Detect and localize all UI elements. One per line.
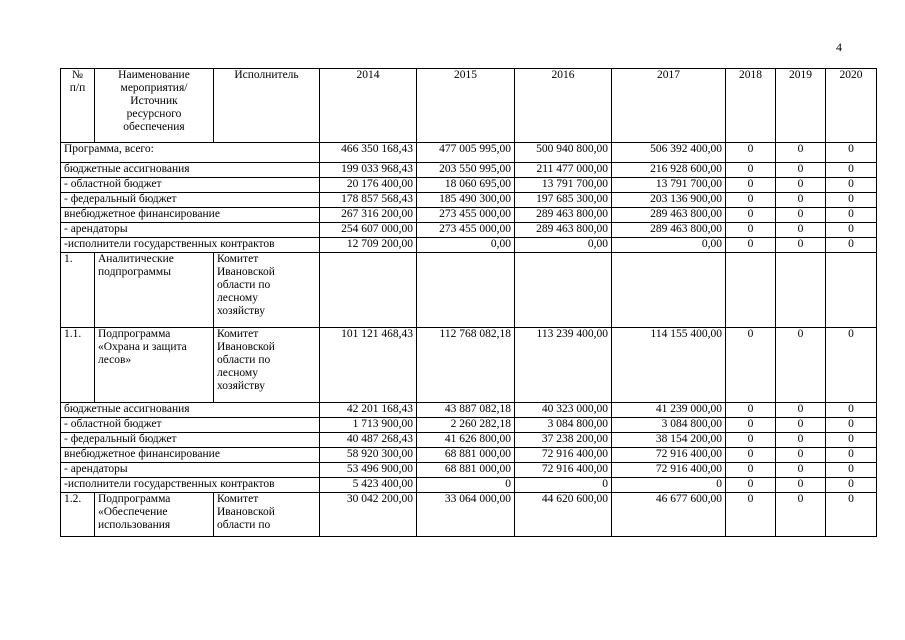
value-cell: 0 bbox=[776, 223, 826, 238]
header-year-2016: 2016 bbox=[515, 69, 612, 143]
value-cell: 0,00 bbox=[612, 238, 726, 253]
value-cell: 13 791 700,00 bbox=[515, 178, 612, 193]
program-total-row bbox=[61, 143, 877, 163]
value-cell: 0 bbox=[776, 208, 826, 223]
section-executor: Комитет Ивановской области по bbox=[214, 493, 320, 537]
value-cell: 0 bbox=[826, 223, 877, 238]
value-cell: 0 bbox=[776, 433, 826, 448]
value-cell: 0 bbox=[826, 463, 877, 478]
header-year-2015: 2015 bbox=[417, 69, 515, 143]
empty-cell bbox=[726, 253, 776, 328]
row-label: - арендаторы bbox=[61, 463, 320, 478]
row-label: -исполнители государственных контрактов bbox=[61, 478, 320, 493]
value-cell: 0 bbox=[726, 238, 776, 253]
value-cell: 0 bbox=[776, 448, 826, 463]
value-cell: 40 323 000,00 bbox=[515, 403, 612, 418]
value-cell: 0 bbox=[726, 493, 776, 537]
value-cell: 267 316 200,00 bbox=[320, 208, 417, 223]
section-1-1-row bbox=[61, 328, 877, 403]
value-cell: 0 bbox=[826, 328, 877, 403]
value-cell: 0 bbox=[726, 418, 776, 433]
value-cell: 0 bbox=[776, 493, 826, 537]
value-cell: 0,00 bbox=[417, 238, 515, 253]
value-cell: 0 bbox=[726, 403, 776, 418]
header-year-2018: 2018 bbox=[726, 69, 776, 143]
value-cell: 185 490 300,00 bbox=[417, 193, 515, 208]
value-cell: 41 239 000,00 bbox=[612, 403, 726, 418]
value-cell: 5 423 400,00 bbox=[320, 478, 417, 493]
value-cell: 500 940 800,00 bbox=[515, 143, 612, 163]
program-row bbox=[61, 178, 877, 193]
value-cell: 1 713 900,00 bbox=[320, 418, 417, 433]
table-header-row bbox=[61, 69, 877, 143]
section-1-1-subrow bbox=[61, 448, 877, 463]
row-label: - федеральный бюджет bbox=[61, 193, 320, 208]
value-cell: 12 709 200,00 bbox=[320, 238, 417, 253]
value-cell: 0 bbox=[776, 328, 826, 403]
value-cell: 53 496 900,00 bbox=[320, 463, 417, 478]
value-cell: 0 bbox=[826, 163, 877, 178]
value-cell: 0 bbox=[826, 418, 877, 433]
section-1-1-subrow bbox=[61, 418, 877, 433]
value-cell: 42 201 168,43 bbox=[320, 403, 417, 418]
header-year-2014: 2014 bbox=[320, 69, 417, 143]
value-cell: 112 768 082,18 bbox=[417, 328, 515, 403]
header-year-2020: 2020 bbox=[826, 69, 877, 143]
program-row bbox=[61, 193, 877, 208]
value-cell: 466 350 168,43 bbox=[320, 143, 417, 163]
value-cell: 20 176 400,00 bbox=[320, 178, 417, 193]
empty-cell bbox=[515, 253, 612, 328]
value-cell: 0 bbox=[826, 238, 877, 253]
header-year-2019: 2019 bbox=[776, 69, 826, 143]
section-1-1-subrow bbox=[61, 433, 877, 448]
value-cell: 477 005 995,00 bbox=[417, 143, 515, 163]
section-name: Аналитические подпрограммы bbox=[95, 253, 214, 328]
section-1-1-subrow bbox=[61, 403, 877, 418]
value-cell: 37 238 200,00 bbox=[515, 433, 612, 448]
value-cell: 0 bbox=[776, 478, 826, 493]
value-cell: 68 881 000,00 bbox=[417, 448, 515, 463]
value-cell: 254 607 000,00 bbox=[320, 223, 417, 238]
section-executor: Комитет Ивановской области по лесному хозяйству bbox=[214, 253, 320, 328]
row-label: внебюджетное финансирование bbox=[61, 448, 320, 463]
row-label: - областной бюджет bbox=[61, 418, 320, 433]
value-cell: 0 bbox=[826, 448, 877, 463]
value-cell: 0 bbox=[826, 193, 877, 208]
value-cell: 289 463 800,00 bbox=[515, 223, 612, 238]
budget-table bbox=[60, 68, 877, 537]
value-cell: 0 bbox=[726, 178, 776, 193]
value-cell: 18 060 695,00 bbox=[417, 178, 515, 193]
value-cell: 178 857 568,43 bbox=[320, 193, 417, 208]
row-label: Программа, всего: bbox=[61, 143, 320, 163]
value-cell: 43 887 082,18 bbox=[417, 403, 515, 418]
value-cell: 0 bbox=[515, 478, 612, 493]
page-number: 4 bbox=[836, 40, 842, 54]
header-executor: Исполнитель bbox=[214, 69, 320, 143]
program-row bbox=[61, 223, 877, 238]
section-1-1-subrow bbox=[61, 463, 877, 478]
value-cell: 0 bbox=[776, 143, 826, 163]
value-cell: 0 bbox=[726, 163, 776, 178]
value-cell: 211 477 000,00 bbox=[515, 163, 612, 178]
section-num: 1.2. bbox=[61, 493, 95, 537]
value-cell: 0 bbox=[726, 433, 776, 448]
header-num: № п/п bbox=[61, 69, 95, 143]
header-year-2017: 2017 bbox=[612, 69, 726, 143]
section-executor: Комитет Ивановской области по лесному хозяйству bbox=[214, 328, 320, 403]
value-cell: 3 084 800,00 bbox=[515, 418, 612, 433]
value-cell: 72 916 400,00 bbox=[515, 463, 612, 478]
value-cell: 0 bbox=[776, 193, 826, 208]
program-row bbox=[61, 238, 877, 253]
value-cell: 289 463 800,00 bbox=[515, 208, 612, 223]
value-cell: 0,00 bbox=[515, 238, 612, 253]
value-cell: 0 bbox=[826, 433, 877, 448]
value-cell: 0 bbox=[726, 193, 776, 208]
value-cell: 0 bbox=[776, 163, 826, 178]
value-cell: 0 bbox=[826, 493, 877, 537]
value-cell: 72 916 400,00 bbox=[612, 463, 726, 478]
empty-cell bbox=[320, 253, 417, 328]
program-row bbox=[61, 163, 877, 178]
value-cell: 72 916 400,00 bbox=[612, 448, 726, 463]
section-name: Подпрограмма «Охрана и защита лесов» bbox=[95, 328, 214, 403]
value-cell: 58 920 300,00 bbox=[320, 448, 417, 463]
value-cell: 0 bbox=[726, 478, 776, 493]
value-cell: 0 bbox=[826, 478, 877, 493]
value-cell: 199 033 968,43 bbox=[320, 163, 417, 178]
value-cell: 0 bbox=[417, 478, 515, 493]
value-cell: 72 916 400,00 bbox=[515, 448, 612, 463]
value-cell: 289 463 800,00 bbox=[612, 223, 726, 238]
value-cell: 0 bbox=[726, 208, 776, 223]
row-label: - арендаторы bbox=[61, 223, 320, 238]
empty-cell bbox=[776, 253, 826, 328]
section-1-1-subrow bbox=[61, 478, 877, 493]
value-cell: 0 bbox=[612, 478, 726, 493]
value-cell: 0 bbox=[776, 178, 826, 193]
value-cell: 33 064 000,00 bbox=[417, 493, 515, 537]
header-name: Наименование мероприятия/ Источник ресурсного обеспечения bbox=[95, 69, 214, 143]
value-cell: 203 550 995,00 bbox=[417, 163, 515, 178]
section-num: 1.1. bbox=[61, 328, 95, 403]
value-cell: 506 392 400,00 bbox=[612, 143, 726, 163]
value-cell: 289 463 800,00 bbox=[612, 208, 726, 223]
row-label: внебюджетное финансирование bbox=[61, 208, 320, 223]
value-cell: 30 042 200,00 bbox=[320, 493, 417, 537]
value-cell: 0 bbox=[726, 448, 776, 463]
value-cell: 46 677 600,00 bbox=[612, 493, 726, 537]
row-label: бюджетные ассигнования bbox=[61, 403, 320, 418]
row-label: - областной бюджет bbox=[61, 178, 320, 193]
row-label: -исполнители государственных контрактов bbox=[61, 238, 320, 253]
value-cell: 273 455 000,00 bbox=[417, 223, 515, 238]
value-cell: 68 881 000,00 bbox=[417, 463, 515, 478]
value-cell: 44 620 600,00 bbox=[515, 493, 612, 537]
value-cell: 0 bbox=[776, 403, 826, 418]
section-name: Подпрограмма «Обеспечение использования bbox=[95, 493, 214, 537]
section-num: 1. bbox=[61, 253, 95, 328]
value-cell: 0 bbox=[726, 328, 776, 403]
value-cell: 0 bbox=[826, 208, 877, 223]
value-cell: 0 bbox=[826, 178, 877, 193]
value-cell: 0 bbox=[826, 403, 877, 418]
value-cell: 113 239 400,00 bbox=[515, 328, 612, 403]
value-cell: 3 084 800,00 bbox=[612, 418, 726, 433]
value-cell: 101 121 468,43 bbox=[320, 328, 417, 403]
value-cell: 273 455 000,00 bbox=[417, 208, 515, 223]
empty-cell bbox=[826, 253, 877, 328]
value-cell: 197 685 300,00 bbox=[515, 193, 612, 208]
value-cell: 0 bbox=[776, 418, 826, 433]
value-cell: 38 154 200,00 bbox=[612, 433, 726, 448]
program-row bbox=[61, 208, 877, 223]
section-1-2-row bbox=[61, 493, 877, 537]
value-cell: 203 136 900,00 bbox=[612, 193, 726, 208]
table-body bbox=[61, 69, 877, 537]
value-cell: 41 626 800,00 bbox=[417, 433, 515, 448]
value-cell: 2 260 282,18 bbox=[417, 418, 515, 433]
value-cell: 0 bbox=[826, 143, 877, 163]
value-cell: 13 791 700,00 bbox=[612, 178, 726, 193]
empty-cell bbox=[417, 253, 515, 328]
section-1-row bbox=[61, 253, 877, 328]
value-cell: 0 bbox=[726, 143, 776, 163]
value-cell: 0 bbox=[776, 463, 826, 478]
value-cell: 0 bbox=[776, 238, 826, 253]
row-label: - федеральный бюджет bbox=[61, 433, 320, 448]
value-cell: 0 bbox=[726, 223, 776, 238]
empty-cell bbox=[612, 253, 726, 328]
value-cell: 216 928 600,00 bbox=[612, 163, 726, 178]
value-cell: 114 155 400,00 bbox=[612, 328, 726, 403]
value-cell: 40 487 268,43 bbox=[320, 433, 417, 448]
value-cell: 0 bbox=[726, 463, 776, 478]
row-label: бюджетные ассигнования bbox=[61, 163, 320, 178]
